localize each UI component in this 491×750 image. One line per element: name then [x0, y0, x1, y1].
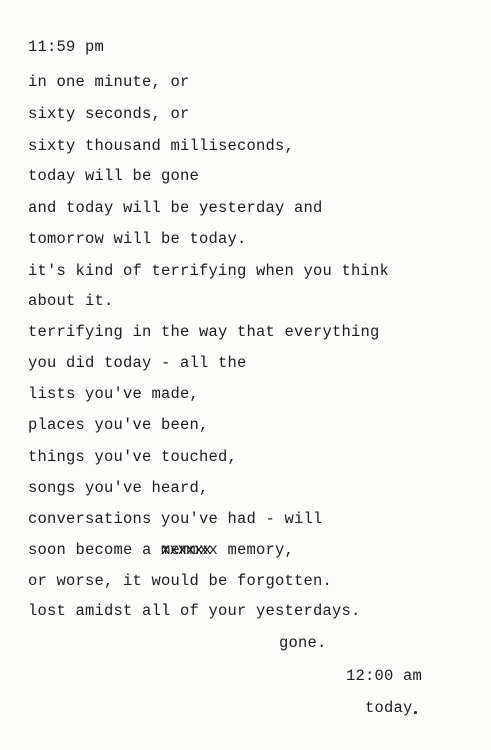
poem-line: you did today - all the: [28, 354, 247, 372]
timestamp-end: 12:00 am: [346, 667, 423, 685]
poem-line: terrifying in the way that everything: [28, 323, 380, 341]
poem-line: today will be gone: [28, 167, 200, 185]
poem-line: conversations you've had - will: [28, 510, 323, 528]
poem-line: and today will be yesterday and: [28, 199, 323, 217]
timestamp-start: 11:59 pm: [28, 38, 105, 56]
gone-word: gone.: [279, 634, 327, 652]
poem-line: sixty seconds, or: [28, 105, 190, 123]
struck-out-word: memmxx xxxxxx: [161, 541, 218, 559]
poem-line: things you've touched,: [28, 448, 238, 466]
poem-line: places you've been,: [28, 416, 209, 434]
poem-line: songs you've heard,: [28, 479, 209, 497]
today-word: [365, 699, 417, 717]
poem-line: lists you've made,: [28, 385, 200, 403]
memory-suffix: memory,: [218, 541, 295, 559]
poem-line: tomorrow will be today.: [28, 230, 247, 248]
period-mark: [414, 711, 417, 714]
poem-line: or worse, it would be forgotten.: [28, 572, 333, 590]
poem-line: lost amidst all of your yesterdays.: [28, 602, 361, 620]
poem-line-memory: [28, 541, 294, 559]
poem-line: about it.: [28, 292, 114, 310]
poem-line: it's kind of terrifying when you think: [28, 262, 390, 280]
poem-line: in one minute, or: [28, 73, 190, 91]
memory-prefix: soon become a: [28, 541, 162, 559]
poem-line: sixty thousand milliseconds,: [28, 137, 295, 155]
today-label: today: [365, 699, 413, 717]
